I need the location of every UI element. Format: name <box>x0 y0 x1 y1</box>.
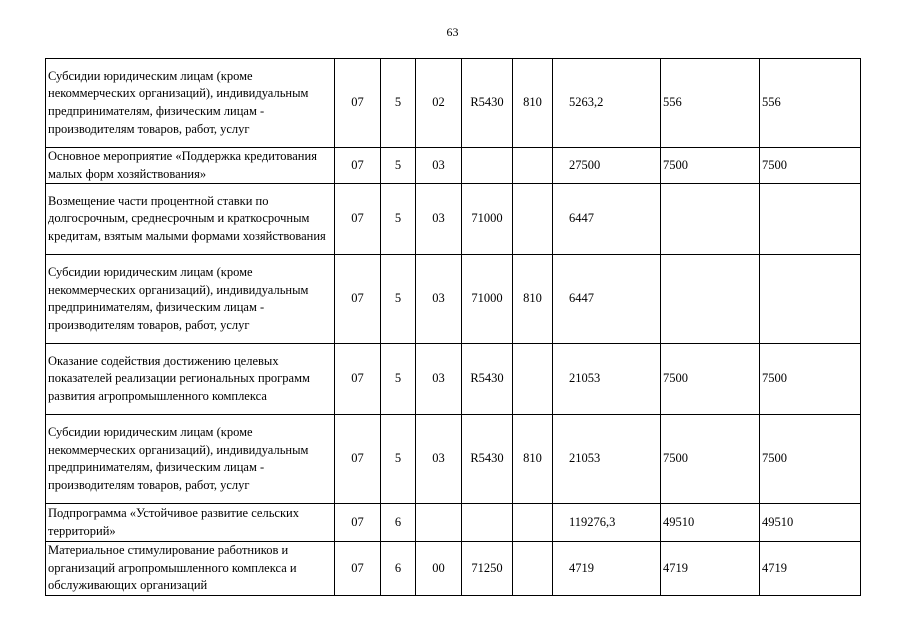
amount-year-3: 4719 <box>760 542 861 596</box>
direction-code: R5430 <box>462 415 513 504</box>
amount-year-1: 119276,3 <box>553 504 661 542</box>
table-row <box>46 542 861 596</box>
direction-code: R5430 <box>462 59 513 148</box>
subprogram-code: 03 <box>416 255 462 344</box>
section-code: 07 <box>335 59 381 148</box>
direction-code: 71000 <box>462 255 513 344</box>
row-description: Субсидии юридическим лицам (кроме некоммерческих организаций), индивидуальным предпринимателям, физическим лицам - производителям товаров, работ, услуг <box>46 415 335 504</box>
expense-type-code <box>513 504 553 542</box>
amount-year-1: 4719 <box>553 542 661 596</box>
amount-year-2 <box>661 255 760 344</box>
amount-year-2: 49510 <box>661 504 760 542</box>
section-code: 07 <box>335 542 381 596</box>
amount-year-1: 21053 <box>553 415 661 504</box>
amount-year-2: 4719 <box>661 542 760 596</box>
amount-year-2: 7500 <box>661 344 760 415</box>
subprogram-code <box>416 504 462 542</box>
row-description: Возмещение части процентной ставки по долгосрочным, среднесрочным и краткосрочным кредитам, взятым малыми формами хозяйствования <box>46 184 335 255</box>
subprogram-code: 03 <box>416 344 462 415</box>
program-code: 5 <box>381 415 416 504</box>
amount-year-1: 6447 <box>553 255 661 344</box>
program-code: 5 <box>381 59 416 148</box>
amount-year-2: 7500 <box>661 415 760 504</box>
amount-year-3 <box>760 184 861 255</box>
amount-year-1: 6447 <box>553 184 661 255</box>
program-code: 5 <box>381 148 416 184</box>
program-code: 5 <box>381 255 416 344</box>
expense-type-code <box>513 344 553 415</box>
amount-year-2: 556 <box>661 59 760 148</box>
amount-year-3: 7500 <box>760 148 861 184</box>
table-row <box>46 148 861 184</box>
amount-year-3: 556 <box>760 59 861 148</box>
section-code: 07 <box>335 415 381 504</box>
direction-code: 71000 <box>462 184 513 255</box>
amount-year-1: 5263,2 <box>553 59 661 148</box>
expense-type-code: 810 <box>513 415 553 504</box>
row-description: Основное мероприятие «Поддержка кредитования малых форм хозяйствования» <box>46 148 335 184</box>
program-code: 6 <box>381 542 416 596</box>
amount-year-2 <box>661 184 760 255</box>
section-code: 07 <box>335 148 381 184</box>
table-row <box>46 184 861 255</box>
table-row <box>46 59 861 148</box>
subprogram-code: 02 <box>416 59 462 148</box>
subprogram-code: 00 <box>416 542 462 596</box>
table-row <box>46 255 861 344</box>
direction-code: R5430 <box>462 344 513 415</box>
amount-year-3: 49510 <box>760 504 861 542</box>
table-row <box>46 415 861 504</box>
direction-code <box>462 504 513 542</box>
direction-code: 71250 <box>462 542 513 596</box>
subprogram-code: 03 <box>416 415 462 504</box>
program-code: 5 <box>381 184 416 255</box>
amount-year-1: 27500 <box>553 148 661 184</box>
amount-year-3: 7500 <box>760 344 861 415</box>
section-code: 07 <box>335 344 381 415</box>
program-code: 6 <box>381 504 416 542</box>
amount-year-3 <box>760 255 861 344</box>
amount-year-3: 7500 <box>760 415 861 504</box>
section-code: 07 <box>335 255 381 344</box>
budget-table <box>45 58 861 596</box>
page-number: 63 <box>446 25 459 39</box>
expense-type-code <box>513 184 553 255</box>
row-description: Оказание содействия достижению целевых показателей реализации региональных программ развития агропромышленного комплекса <box>46 344 335 415</box>
expense-type-code <box>513 148 553 184</box>
subprogram-code: 03 <box>416 184 462 255</box>
subprogram-code: 03 <box>416 148 462 184</box>
row-description: Подпрограмма «Устойчивое развитие сельских территорий» <box>46 504 335 542</box>
row-description: Субсидии юридическим лицам (кроме некоммерческих организаций), индивидуальным предпринимателям, физическим лицам - производителям товаров, работ, услуг <box>46 59 335 148</box>
program-code: 5 <box>381 344 416 415</box>
row-description: Субсидии юридическим лицам (кроме некоммерческих организаций), индивидуальным предпринимателям, физическим лицам - производителям товаров, работ, услуг <box>46 255 335 344</box>
direction-code <box>462 148 513 184</box>
expense-type-code: 810 <box>513 255 553 344</box>
expense-type-code: 810 <box>513 59 553 148</box>
row-description: Материальное стимулирование работников и организаций агропромышленного комплекса и обслуживающих организаций <box>46 542 335 596</box>
section-code: 07 <box>335 504 381 542</box>
amount-year-2: 7500 <box>661 148 760 184</box>
amount-year-1: 21053 <box>553 344 661 415</box>
section-code: 07 <box>335 184 381 255</box>
expense-type-code <box>513 542 553 596</box>
table-row <box>46 504 861 542</box>
table-row <box>46 344 861 415</box>
